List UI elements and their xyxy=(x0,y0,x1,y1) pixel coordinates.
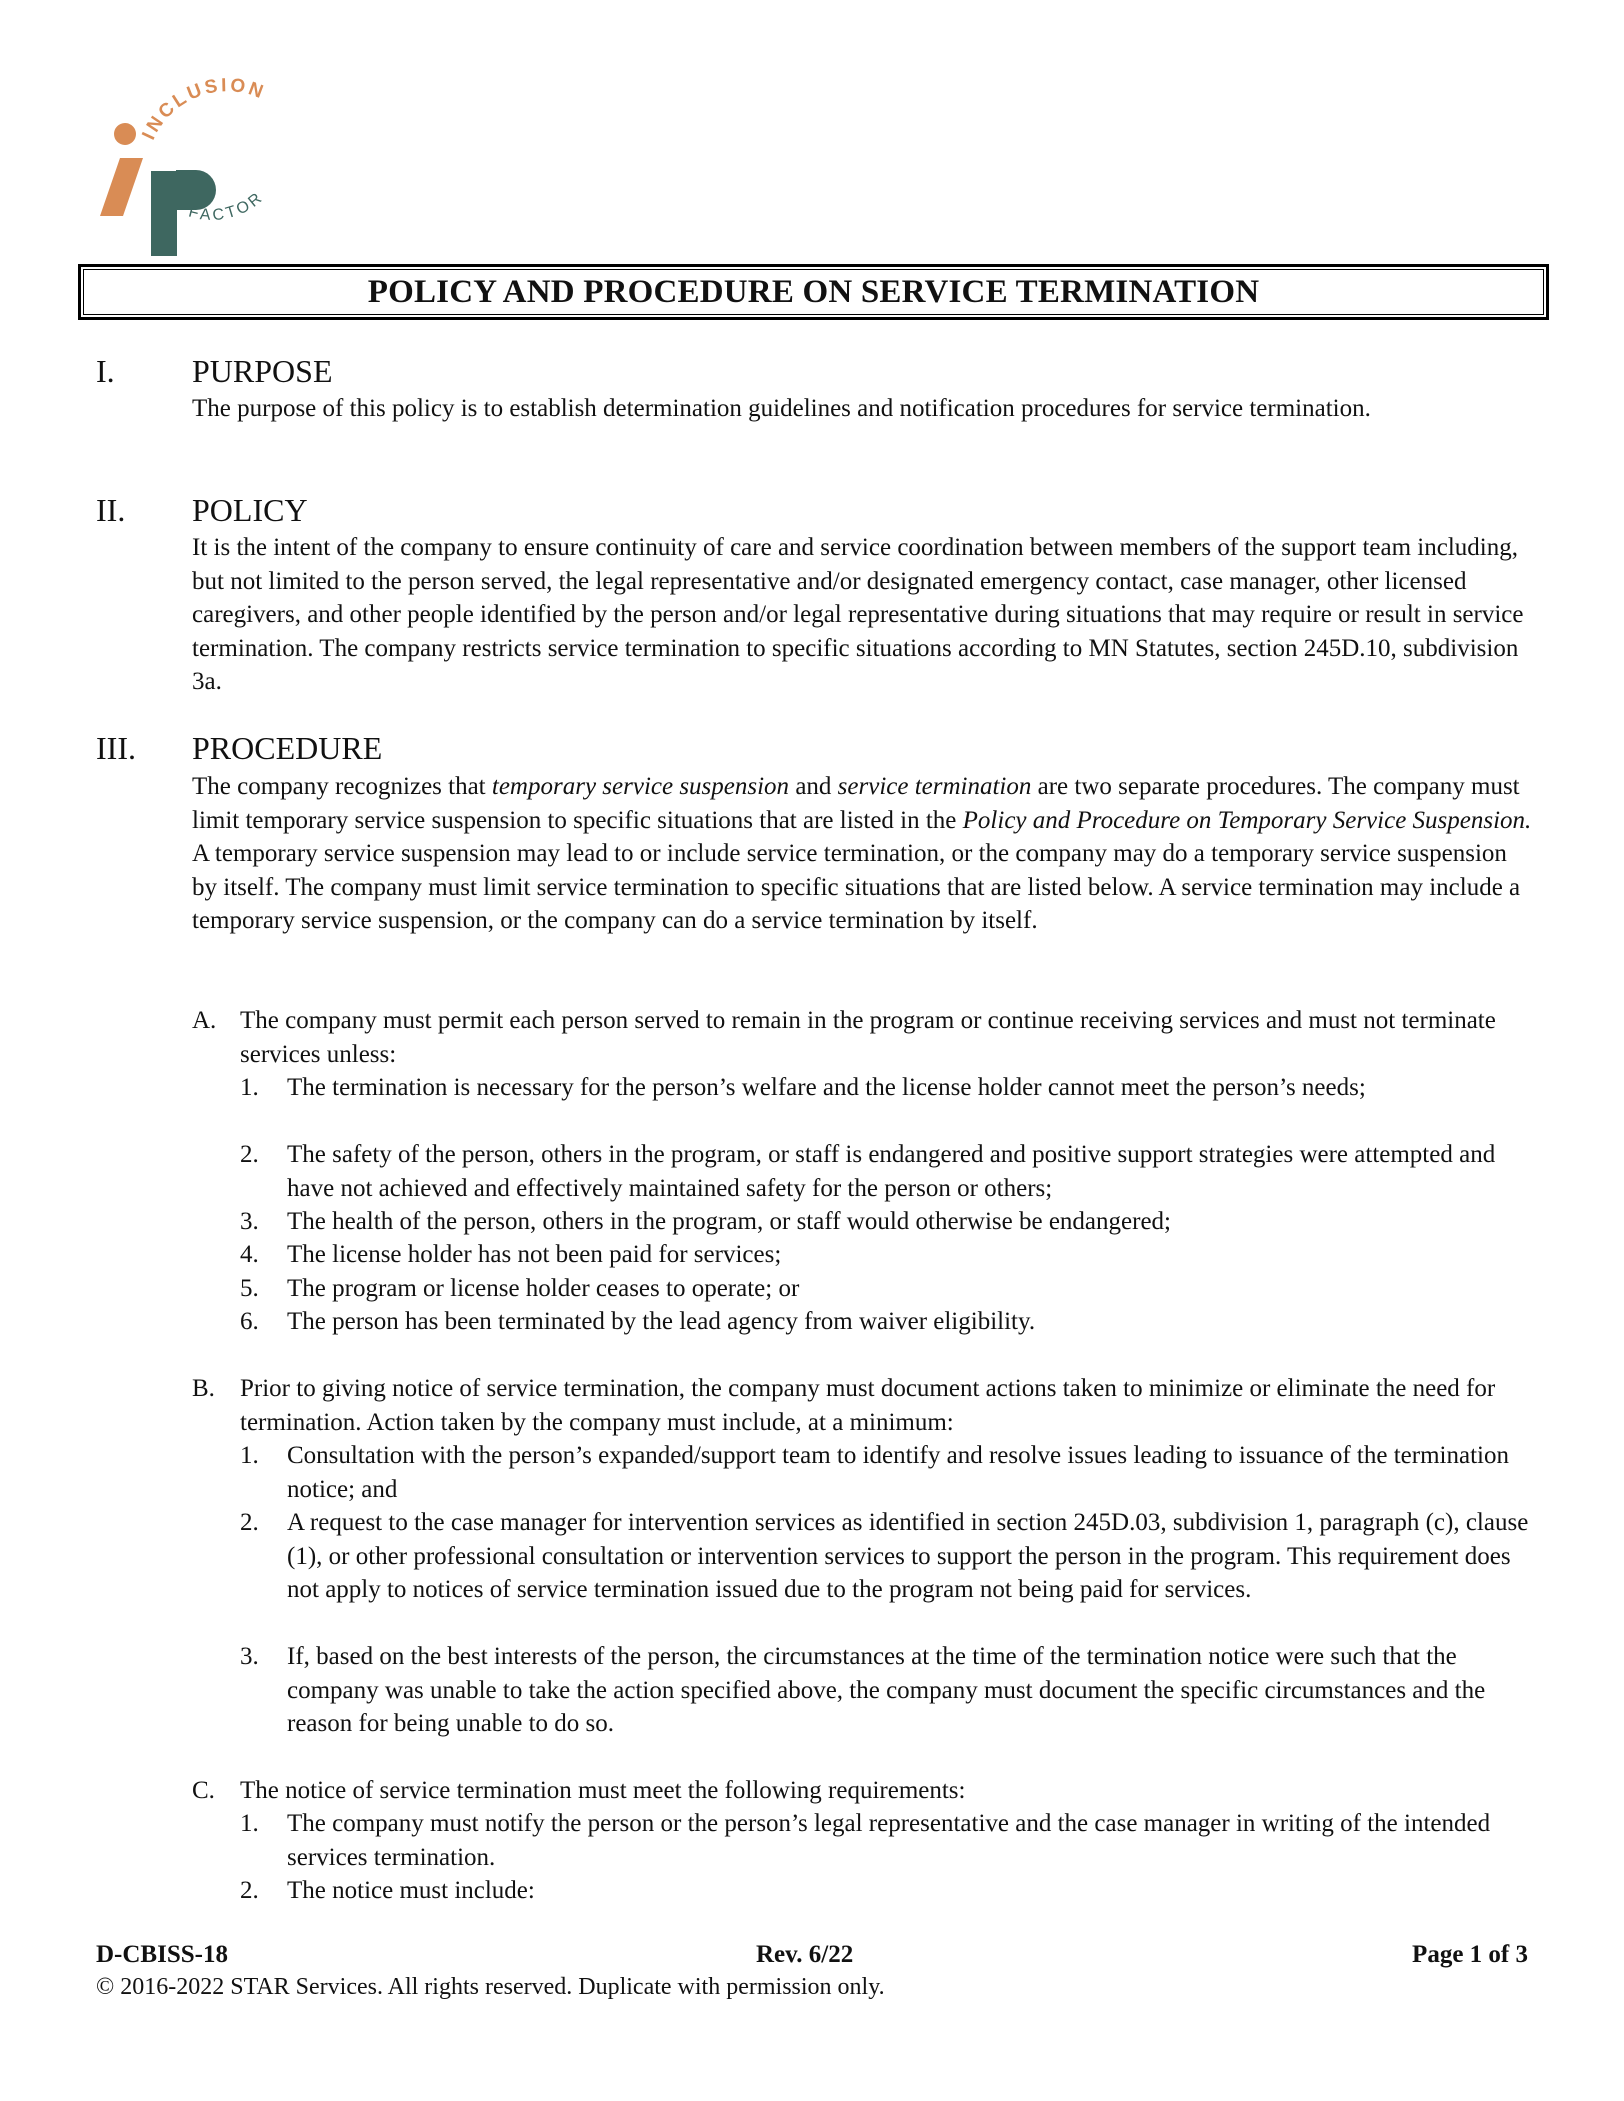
item-b-3-num: 3. xyxy=(240,1643,259,1670)
section-number-1: I. xyxy=(96,353,115,389)
section-number-3: III. xyxy=(96,730,136,766)
item-b-text: Prior to giving notice of service termination, the company must document actions taken to minimize or eliminate the need for termination. Action taken by the company must include, at a minimum: xyxy=(240,1375,1496,1436)
item-c-label: C. xyxy=(192,1777,215,1804)
item-a-text: The company must permit each person served to remain in the program or continue receiving services and must not terminate services unless: xyxy=(240,1007,1496,1068)
item-a-label: A. xyxy=(192,1007,217,1034)
footer-revision: Rev. 6/22 xyxy=(756,1941,854,1968)
item-a-4-text: The license holder has not been paid for services; xyxy=(287,1241,782,1268)
logo-mark xyxy=(88,66,318,266)
item-a-6-num: 6. xyxy=(240,1308,259,1335)
item-c-1-text: The company must notify the person or the person’s legal representative and the case manager in writing of the intended services termination. xyxy=(287,1810,1491,1871)
item-c-2-num: 2. xyxy=(240,1877,259,1904)
item-b-3-text: If, based on the best interests of the person, the circumstances at the time of the termination notice were such that the company was unable to take the action specified above, the company must document the specific circumstances and the reason for being unable to do so. xyxy=(287,1643,1486,1737)
footer-copyright: © 2016-2022 STAR Services. All rights reserved. Duplicate with permission only. xyxy=(96,1974,885,2000)
item-a-5-num: 5. xyxy=(240,1275,259,1302)
item-a-2-text: The safety of the person, others in the program, or staff is endangered and positive support strategies were attempted and have not achieved and effectively maintained safety for the person or others; xyxy=(287,1141,1496,1202)
item-a-4-num: 4. xyxy=(240,1241,259,1268)
document-title: POLICY AND PROCEDURE ON SERVICE TERMINATION xyxy=(367,273,1260,310)
item-a-5-text: The program or license holder ceases to operate; or xyxy=(287,1275,800,1302)
logo-word-inclusion: INCLUSION xyxy=(138,74,269,144)
section-title-policy: POLICY xyxy=(192,492,308,528)
item-c-1-num: 1. xyxy=(240,1810,259,1837)
item-c-2-text: The notice must include: xyxy=(287,1877,535,1904)
section-title-purpose: PURPOSE xyxy=(192,353,333,389)
policy-paragraph: It is the intent of the company to ensure continuity of care and service coordination between members of the support team including, but not limited to the person served, the legal representative and/or designated emergency contact, case manager, other licensed caregivers, and other people identified by the person and/or legal representative during situations that may require or result in service termination. The company restricts service termination to specific situations according to MN Statutes, section 245D.10, subdivision 3a. xyxy=(192,534,1524,695)
inclusion-factor-logo xyxy=(88,66,318,266)
item-a-6-text: The person has been terminated by the lead agency from waiver eligibility. xyxy=(287,1308,1036,1335)
item-a-3-text: The health of the person, others in the program, or staff would otherwise be endangered; xyxy=(287,1208,1171,1235)
item-c-text: The notice of service termination must meet the following requirements: xyxy=(240,1777,966,1804)
section-title-procedure: PROCEDURE xyxy=(192,730,383,766)
item-a-2-num: 2. xyxy=(240,1141,259,1168)
procedure-paragraph: The company recognizes that temporary service suspension and service termination are two separate procedures. The company must limit temporary service suspension to specific situations that are listed in the Policy and Procedure on Temporary Service Suspension. A temporary service suspension may lead to or include service termination, or the company may do a temporary service suspension by itself. The company must limit service termination to specific situations that are listed below. A service termination may include a temporary service suspension, or the company can do a service termination by itself. xyxy=(192,773,1532,934)
footer-document-code: D-CBISS-18 xyxy=(96,1941,228,1968)
item-b-2-text: A request to the case manager for intervention services as identified in section 245D.03, subdivision 1, paragraph (c), clause (1), or other professional consultation or intervention services to support the person in the program. This requirement does not apply to notices of service termination issued due to the program not being paid for services. xyxy=(287,1509,1529,1603)
svg-text:INCLUSION xyxy=(138,75,268,143)
section-number-2: II. xyxy=(96,492,126,528)
logo-word-factor: FACTOR xyxy=(186,188,268,225)
footer-page-number: Page 1 of 3 xyxy=(1412,1941,1528,1968)
item-b-2-num: 2. xyxy=(240,1509,259,1536)
item-a-3-num: 3. xyxy=(240,1208,259,1235)
purpose-paragraph: The purpose of this policy is to establish determination guidelines and notification procedures for service termination. xyxy=(192,395,1371,422)
item-a-1-text: The termination is necessary for the person’s welfare and the license holder cannot meet the person’s needs; xyxy=(287,1074,1366,1101)
document-title-box xyxy=(78,264,1549,320)
item-b-1-text: Consultation with the person’s expanded/support team to identify and resolve issues leading to issuance of the termination notice; and xyxy=(287,1442,1509,1503)
item-b-1-num: 1. xyxy=(240,1442,259,1469)
item-b-label: B. xyxy=(192,1375,215,1402)
item-a-1-num: 1. xyxy=(240,1074,259,1101)
